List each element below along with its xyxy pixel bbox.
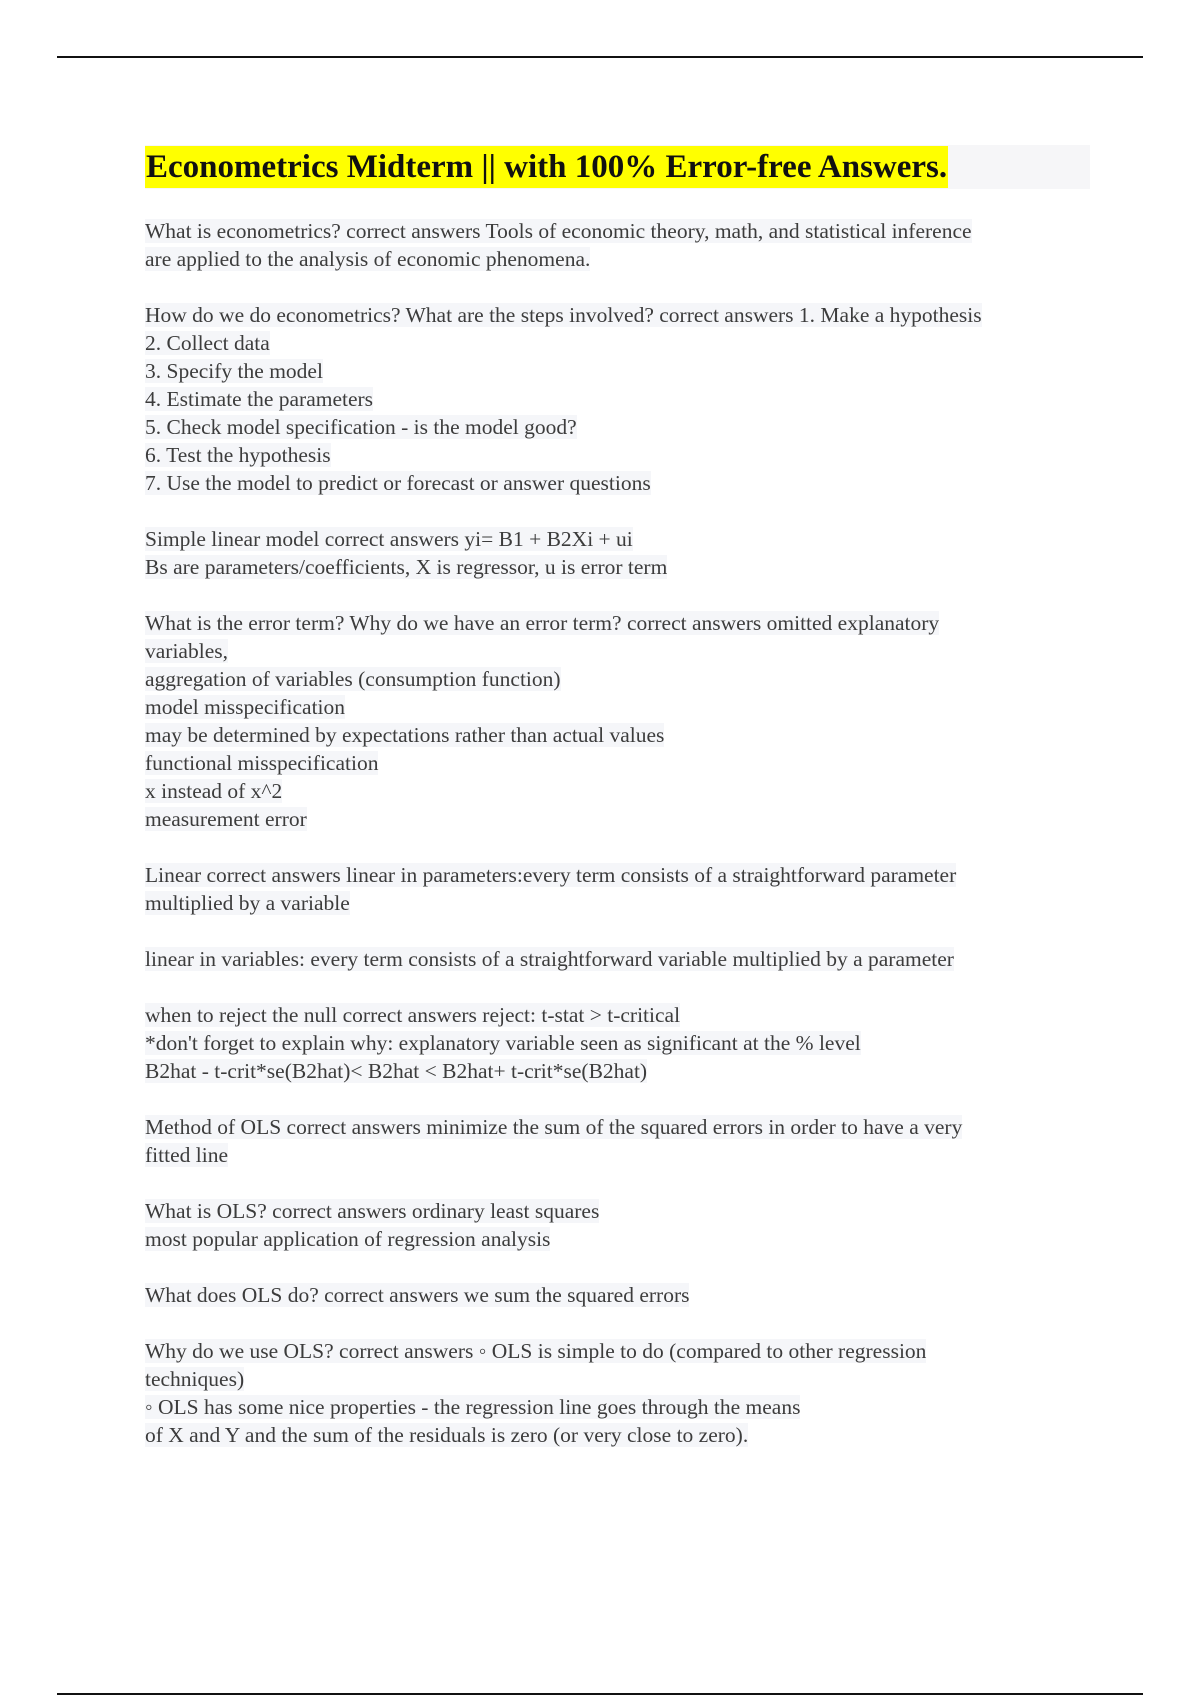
text-line-content: ◦ OLS has some nice properties - the regression line goes through the means [145,1395,801,1419]
qa-block-why-ols [145,1337,1090,1449]
text-line [145,889,1090,917]
document-title: Econometrics Midterm || with 100% Error-free Answers. [145,146,948,188]
text-line [145,1113,1090,1141]
blank-line [145,917,1090,945]
text-line [145,525,1090,553]
text-line [145,1365,1090,1393]
qa-block-ols-do [145,1281,1090,1309]
top-rule [57,56,1143,58]
text-line [145,385,1090,413]
text-line-content: B2hat - t-crit*se(B2hat)< B2hat < B2hat+ t-crit*se(B2hat) [145,1059,648,1083]
text-line-content: Linear correct answers linear in parameters:every term consists of a straightforward parameter [145,863,957,887]
text-line [145,413,1090,441]
text-line [145,1225,1090,1253]
text-line [145,945,1090,973]
qa-block-steps [145,301,1090,497]
text-line-content: may be determined by expectations rather than actual values [145,723,665,747]
text-line [145,861,1090,889]
text-line [145,721,1090,749]
text-line [145,749,1090,777]
text-line-content: techniques) [145,1367,245,1391]
text-line-content: functional misspecification [145,751,379,775]
text-line [145,329,1090,357]
text-line-content: 2. Collect data [145,331,270,355]
text-line [145,1393,1090,1421]
text-line-content: Bs are parameters/coefficients, X is regressor, u is error term [145,555,668,579]
text-line [145,1057,1090,1085]
text-line-content: of X and Y and the sum of the residuals is zero (or very close to zero). [145,1423,749,1447]
text-line-content: What is OLS? correct answers ordinary least squares [145,1199,600,1223]
text-line [145,441,1090,469]
text-line-content: variables, [145,639,228,663]
text-line-content: aggregation of variables (consumption function) [145,667,561,691]
text-line-content: 7. Use the model to predict or forecast or answer questions [145,471,651,495]
title-bar [145,145,1090,189]
text-line [145,1001,1090,1029]
text-line [145,1337,1090,1365]
text-line [145,609,1090,637]
text-line-content: when to reject the null correct answers reject: t-stat > t-critical [145,1003,681,1027]
qa-block-econometrics [145,217,1090,273]
text-line-content: Simple linear model correct answers yi= B1 + B2Xi + ui [145,527,633,551]
text-line-content: 4. Estimate the parameters [145,387,374,411]
qa-list [145,217,1090,1449]
text-line [145,665,1090,693]
text-line-content: 3. Specify the model [145,359,323,383]
text-line [145,1421,1090,1449]
text-line-content: measurement error [145,807,307,831]
bottom-rule [57,1693,1143,1695]
text-line-content: linear in variables: every term consists of a straightforward variable multiplied by a parameter [145,947,954,971]
text-line [145,1029,1090,1057]
text-line [145,693,1090,721]
text-line [145,777,1090,805]
text-line-content: most popular application of regression analysis [145,1227,551,1251]
text-line-content: x instead of x^2 [145,779,283,803]
text-line [145,637,1090,665]
text-line-content: What does OLS do? correct answers we sum the squared errors [145,1283,690,1307]
text-line [145,1197,1090,1225]
text-line [145,217,1090,245]
text-line-content: 5. Check model specification - is the model good? [145,415,577,439]
document-body [145,145,1090,1477]
qa-block-simple-linear [145,525,1090,581]
text-line [145,1141,1090,1169]
text-line [145,301,1090,329]
text-line-content: How do we do econometrics? What are the steps involved? correct answers 1. Make a hypothesis [145,303,982,327]
text-line-content: What is econometrics? correct answers Tools of economic theory, math, and statistical inference [145,219,972,243]
qa-block-reject-null [145,1001,1090,1085]
text-line-content: multiplied by a variable [145,891,350,915]
text-line-content: model misspecification [145,695,346,719]
qa-block-what-ols [145,1197,1090,1253]
text-line [145,805,1090,833]
qa-block-linear [145,861,1090,973]
text-line-content: are applied to the analysis of economic phenomena. [145,247,591,271]
text-line [145,357,1090,385]
text-line-content: *don't forget to explain why: explanatory variable seen as significant at the % level [145,1031,861,1055]
text-line-content: Method of OLS correct answers minimize the sum of the squared errors in order to have a very [145,1115,963,1139]
qa-block-error-term [145,609,1090,833]
text-line-content: What is the error term? Why do we have an error term? correct answers omitted explanatory [145,611,940,635]
qa-block-method-ols [145,1113,1090,1169]
text-line-content: Why do we use OLS? correct answers ◦ OLS is simple to do (compared to other regression [145,1339,927,1363]
text-line [145,469,1090,497]
text-line [145,553,1090,581]
text-line [145,245,1090,273]
text-line-content: 6. Test the hypothesis [145,443,331,467]
text-line-content: fitted line [145,1143,228,1167]
text-line [145,1281,1090,1309]
